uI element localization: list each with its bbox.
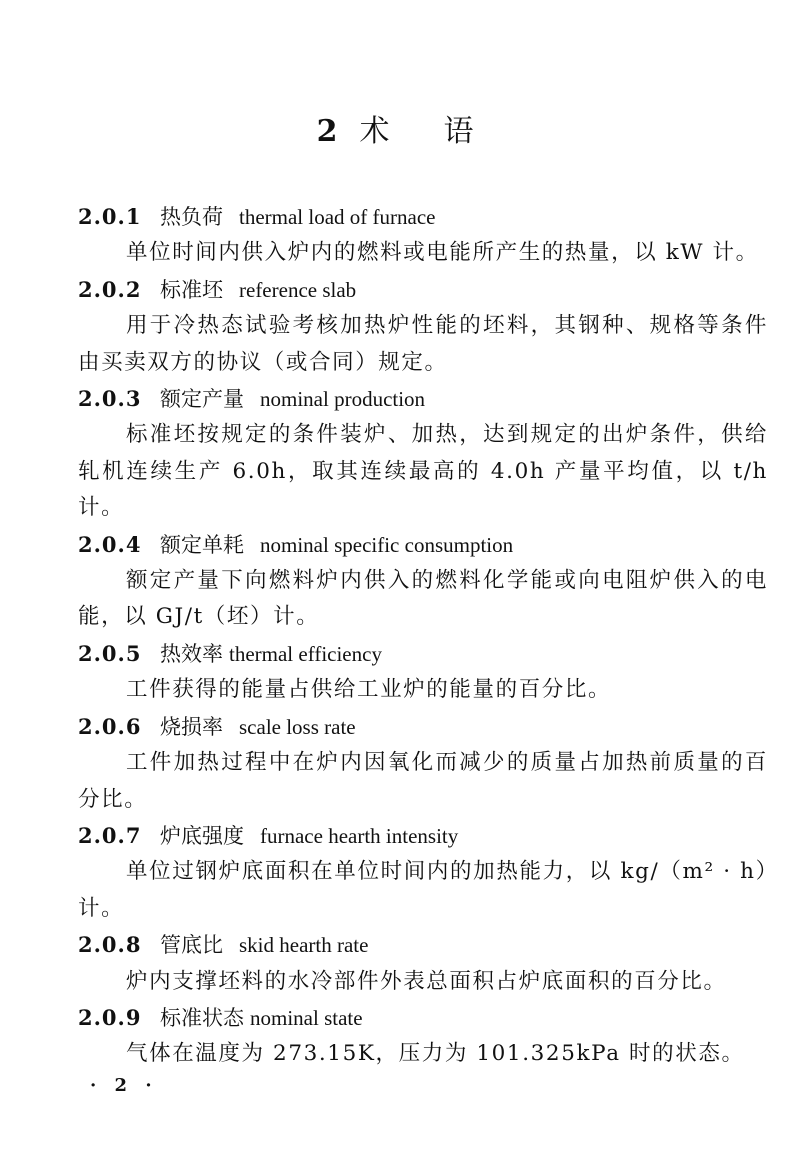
term-heading	[78, 527, 768, 563]
term-heading	[78, 199, 768, 235]
term-heading	[78, 818, 768, 854]
term-english: nominal specific consumption	[260, 532, 514, 557]
term-english: thermal efficiency	[229, 641, 382, 666]
term-entry-2-0-6	[78, 709, 768, 818]
term-definition: 用于冷热态试验考核加热炉性能的坯料，其钢种、规格等条件由买卖双方的协议（或合同）规定。	[78, 313, 768, 375]
term-heading	[78, 1000, 768, 1036]
term-definition: 气体在温度为 273.15K，压力为 101.325kPa 时的状态。	[126, 1041, 745, 1067]
terms-list	[78, 199, 768, 1073]
term-entry-2-0-1	[78, 199, 768, 272]
term-number: 2.0.7	[78, 822, 142, 848]
term-number: 2.0.6	[78, 713, 142, 739]
term-chinese: 标准坯	[160, 277, 223, 302]
term-chinese: 热效率	[160, 641, 223, 666]
term-entry-2-0-7	[78, 818, 768, 927]
term-chinese: 标准状态	[160, 1005, 244, 1030]
chapter-title	[0, 106, 790, 150]
term-entry-2-0-3	[78, 381, 768, 527]
term-number: 2.0.5	[78, 640, 142, 666]
term-entry-2-0-9	[78, 1000, 768, 1073]
term-heading	[78, 381, 768, 417]
term-heading	[78, 709, 768, 745]
chapter-title-char-1: 术	[359, 114, 390, 150]
term-definition: 工件加热过程中在炉内因氧化而减少的质量占加热前质量的百分比。	[78, 750, 768, 812]
term-definition: 炉内支撑坯料的水冷部件外表总面积占炉底面积的百分比。	[126, 968, 727, 994]
chapter-number: 2	[316, 114, 338, 150]
term-entry-2-0-2	[78, 272, 768, 381]
term-chinese: 炉底强度	[160, 823, 244, 848]
term-chinese: 管底比	[160, 933, 223, 958]
term-number: 2.0.8	[78, 932, 142, 958]
page-number: · 2 ·	[90, 1075, 158, 1096]
term-heading	[78, 636, 768, 672]
term-english: thermal load of furnace	[239, 205, 436, 229]
term-definition: 单位过钢炉底面积在单位时间内的加热能力，以 kg/（m² · h）计。	[78, 859, 768, 921]
term-heading	[78, 927, 768, 963]
term-entry-2-0-4	[78, 527, 768, 636]
term-chinese: 热负荷	[160, 205, 223, 229]
term-entry-2-0-8	[78, 927, 768, 1000]
chapter-title-char-2: 语	[443, 114, 474, 150]
term-english: nominal state	[250, 1005, 363, 1030]
term-entry-2-0-5	[78, 636, 768, 709]
term-number: 2.0.3	[78, 386, 142, 412]
term-english: furnace hearth intensity	[260, 823, 459, 848]
term-definition: 工件获得的能量占供给工业炉的能量的百分比。	[126, 677, 612, 703]
term-number: 2.0.1	[78, 204, 142, 229]
term-english: reference slab	[239, 277, 357, 302]
term-number: 2.0.9	[78, 1004, 142, 1030]
term-english: skid hearth rate	[239, 933, 369, 958]
term-chinese: 烧损率	[160, 714, 223, 739]
term-number: 2.0.4	[78, 531, 142, 557]
term-number: 2.0.2	[78, 276, 142, 302]
term-definition: 额定产量下向燃料炉内供入的燃料化学能或向电阻炉供入的电能，以 GJ/t（坯）计。	[78, 568, 768, 630]
term-english: scale loss rate	[239, 714, 356, 739]
term-chinese: 额定单耗	[160, 532, 244, 557]
term-definition: 标准坯按规定的条件装炉、加热，达到规定的出炉条件，供给轧机连续生产 6.0h，取其连续最高的 4.0h 产量平均值，以 t/h 计。	[78, 422, 768, 521]
term-english: nominal production	[260, 387, 426, 412]
term-chinese: 额定产量	[160, 387, 244, 412]
term-heading	[78, 272, 768, 308]
term-definition: 单位时间内供入炉内的燃料或电能所产生的热量，以 kW 计。	[126, 240, 759, 266]
